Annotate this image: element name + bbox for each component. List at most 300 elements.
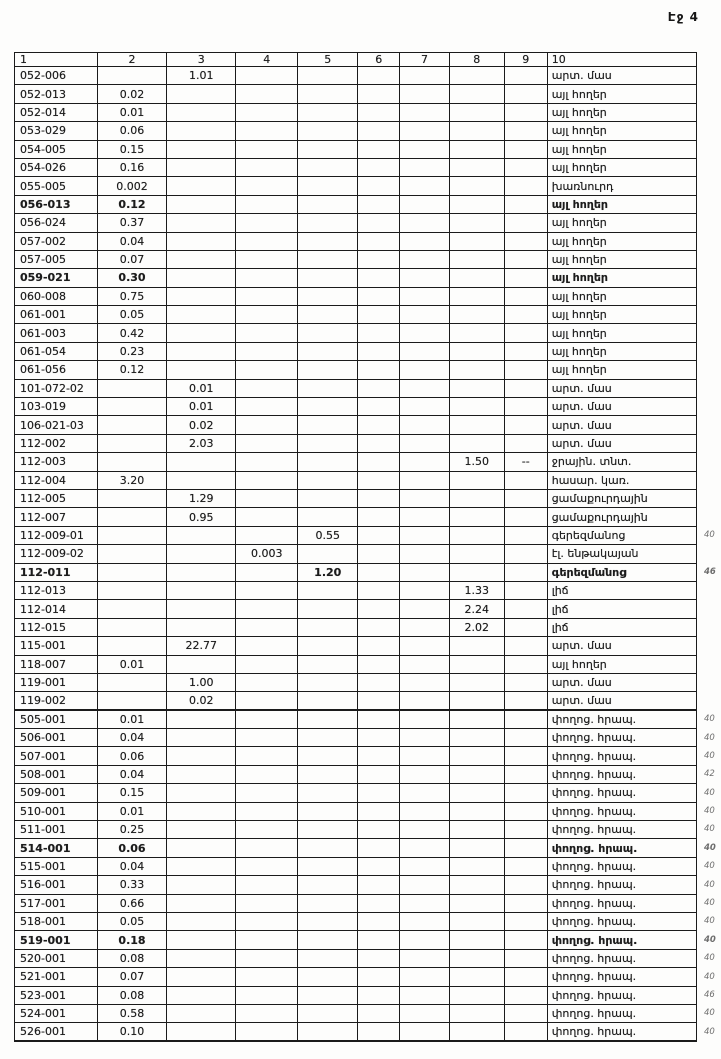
value-cell-col4 (236, 618, 298, 636)
value-cell-col4 (236, 1004, 298, 1022)
parcel-code: 112-014 (15, 600, 98, 618)
cadastral-parcel-table (14, 52, 721, 1042)
value-cell-col5 (298, 379, 358, 397)
value-cell-col6 (358, 949, 400, 967)
value-cell-col4 (236, 508, 298, 526)
land-use-label: փողոց. հրապ. (547, 912, 696, 930)
value-cell-col2: 0.05 (97, 912, 167, 930)
value-cell-col8 (449, 361, 504, 379)
margin-annotation (697, 655, 721, 673)
parcel-code: 505-001 (15, 710, 98, 728)
table-row (15, 968, 721, 986)
value-cell-col3 (167, 122, 236, 140)
value-cell-col7 (400, 618, 450, 636)
value-cell-col8: 1.33 (449, 581, 504, 599)
value-cell-col2: 0.12 (97, 361, 167, 379)
value-cell-col2 (97, 692, 167, 710)
value-cell-col9 (504, 269, 547, 287)
value-cell-col7 (400, 729, 450, 747)
value-cell-col9 (504, 710, 547, 728)
value-cell-col9 (504, 214, 547, 232)
value-cell-col6 (358, 250, 400, 268)
table-row (15, 324, 721, 342)
margin-annotation (697, 85, 721, 103)
value-cell-col4 (236, 306, 298, 324)
value-cell-col3 (167, 214, 236, 232)
value-cell-col6 (358, 673, 400, 691)
value-cell-col3: 0.01 (167, 398, 236, 416)
parcel-code: 511-001 (15, 821, 98, 839)
value-cell-col8: 2.02 (449, 618, 504, 636)
table-row (15, 563, 721, 581)
value-cell-col5 (298, 1023, 358, 1041)
value-cell-col9 (504, 398, 547, 416)
land-use-label: արտ. մաս (547, 379, 696, 397)
value-cell-col6 (358, 324, 400, 342)
value-cell-col5 (298, 158, 358, 176)
parcel-code: 112-013 (15, 581, 98, 599)
value-cell-col2: 0.02 (97, 85, 167, 103)
value-cell-col9 (504, 581, 547, 599)
value-cell-col8 (449, 1004, 504, 1022)
value-cell-col9 (504, 894, 547, 912)
value-cell-col7 (400, 177, 450, 195)
value-cell-col3 (167, 821, 236, 839)
value-cell-col6 (358, 765, 400, 783)
table-row (15, 269, 721, 287)
value-cell-col5 (298, 140, 358, 158)
land-use-label: այլ հողեր (547, 140, 696, 158)
parcel-code: 057-005 (15, 250, 98, 268)
value-cell-col5 (298, 214, 358, 232)
parcel-code: 520-001 (15, 949, 98, 967)
value-cell-col7 (400, 802, 450, 820)
value-cell-col9 (504, 545, 547, 563)
value-cell-col7 (400, 195, 450, 213)
value-cell-col2: 3.20 (97, 471, 167, 489)
margin-annotation: 40 (704, 824, 715, 835)
value-cell-col4 (236, 600, 298, 618)
value-cell-col7 (400, 361, 450, 379)
value-cell-col2: 0.66 (97, 894, 167, 912)
value-cell-col2: 0.33 (97, 876, 167, 894)
value-cell-col7 (400, 398, 450, 416)
value-cell-col4 (236, 747, 298, 765)
value-cell-col3 (167, 729, 236, 747)
value-cell-col2: 0.18 (97, 931, 167, 949)
margin-annotation (697, 195, 721, 213)
value-cell-col6 (358, 876, 400, 894)
value-cell-col4 (236, 839, 298, 857)
value-cell-col3: 22.77 (167, 637, 236, 655)
margin-annotation: 40 (704, 842, 716, 853)
margin-annotation (697, 122, 721, 140)
value-cell-col2: 0.15 (97, 140, 167, 158)
table-row (15, 710, 721, 728)
value-cell-col3 (167, 784, 236, 802)
value-cell-col8 (449, 1023, 504, 1041)
value-cell-col5 (298, 85, 358, 103)
value-cell-col3 (167, 1023, 236, 1041)
value-cell-col6 (358, 618, 400, 636)
parcel-code: 061-003 (15, 324, 98, 342)
parcel-code: 056-013 (15, 195, 98, 213)
land-use-label: արտ. մաս (547, 67, 696, 85)
value-cell-col6 (358, 508, 400, 526)
value-cell-col2 (97, 508, 167, 526)
value-cell-col4 (236, 894, 298, 912)
margin-annotation (697, 581, 721, 599)
value-cell-col7 (400, 324, 450, 342)
land-use-label: փողոց. հրապ. (547, 876, 696, 894)
value-cell-col9 (504, 802, 547, 820)
value-cell-col9 (504, 103, 547, 121)
land-use-label: փողոց. հրապ. (547, 839, 696, 857)
value-cell-col8 (449, 306, 504, 324)
value-cell-col9 (504, 195, 547, 213)
value-cell-col5 (298, 710, 358, 728)
value-cell-col9 (504, 747, 547, 765)
value-cell-col3 (167, 563, 236, 581)
value-cell-col8 (449, 177, 504, 195)
value-cell-col3 (167, 600, 236, 618)
parcel-code: 517-001 (15, 894, 98, 912)
value-cell-col7 (400, 122, 450, 140)
margin-annotation (697, 287, 721, 305)
land-use-label: այլ հողեր (547, 361, 696, 379)
table-row (15, 526, 721, 544)
value-cell-col9 (504, 765, 547, 783)
land-use-label: ցամաքուրդային (547, 508, 696, 526)
value-cell-col9 (504, 122, 547, 140)
value-cell-col3 (167, 269, 236, 287)
land-use-label: արտ. մաս (547, 434, 696, 452)
value-cell-col4 (236, 949, 298, 967)
margin-annotation (697, 692, 721, 710)
value-cell-col6 (358, 821, 400, 839)
value-cell-col8 (449, 912, 504, 930)
value-cell-col3 (167, 453, 236, 471)
value-cell-col9 (504, 949, 547, 967)
table-row (15, 471, 721, 489)
value-cell-col3 (167, 618, 236, 636)
margin-annotation (697, 471, 721, 489)
land-use-label: այլ հողեր (547, 306, 696, 324)
land-use-label: փողոց. հրապ. (547, 729, 696, 747)
value-cell-col5 (298, 931, 358, 949)
margin-annotation: 46 (704, 566, 716, 577)
parcel-code: 112-005 (15, 489, 98, 507)
value-cell-col6 (358, 361, 400, 379)
parcel-code: 054-026 (15, 158, 98, 176)
value-cell-col6 (358, 416, 400, 434)
value-cell-col3: 1.01 (167, 67, 236, 85)
value-cell-col3 (167, 287, 236, 305)
parcel-code: 112-009-01 (15, 526, 98, 544)
table-row (15, 784, 721, 802)
value-cell-col4 (236, 453, 298, 471)
margin-annotation: 40 (704, 732, 715, 743)
margin-annotation: 40 (704, 934, 716, 945)
value-cell-col2 (97, 526, 167, 544)
parcel-code: 101-072-02 (15, 379, 98, 397)
value-cell-col5 (298, 287, 358, 305)
margin-annotation (697, 342, 721, 360)
column-header-7: 7 (400, 53, 450, 67)
table-row (15, 67, 721, 85)
value-cell-col6 (358, 600, 400, 618)
value-cell-col7 (400, 784, 450, 802)
value-cell-col7 (400, 214, 450, 232)
value-cell-col3 (167, 471, 236, 489)
value-cell-col4 (236, 195, 298, 213)
land-use-label: փողոց. հրապ. (547, 1023, 696, 1041)
margin-annotation (697, 618, 721, 636)
value-cell-col2: 0.15 (97, 784, 167, 802)
value-cell-col8 (449, 637, 504, 655)
value-cell-col9 (504, 508, 547, 526)
value-cell-col2: 0.10 (97, 1023, 167, 1041)
value-cell-col5 (298, 986, 358, 1004)
parcel-code: 059-021 (15, 269, 98, 287)
value-cell-col8 (449, 471, 504, 489)
land-use-label: այլ հողեր (547, 122, 696, 140)
value-cell-col9 (504, 526, 547, 544)
value-cell-col7 (400, 545, 450, 563)
value-cell-col2: 0.04 (97, 765, 167, 783)
value-cell-col3 (167, 342, 236, 360)
value-cell-col5 (298, 250, 358, 268)
margin-annotation: 40 (704, 1026, 715, 1037)
value-cell-col8: 2.24 (449, 600, 504, 618)
value-cell-col2: 0.37 (97, 214, 167, 232)
margin-annotation (697, 434, 721, 452)
value-cell-col2: 0.30 (97, 269, 167, 287)
value-cell-col5 (298, 269, 358, 287)
parcel-code: 106-021-03 (15, 416, 98, 434)
value-cell-col5 (298, 232, 358, 250)
value-cell-col4 (236, 324, 298, 342)
land-use-label: փողոց. հրապ. (547, 802, 696, 820)
value-cell-col3: 2.03 (167, 434, 236, 452)
value-cell-col4 (236, 802, 298, 820)
value-cell-col9 (504, 1023, 547, 1041)
value-cell-col6 (358, 177, 400, 195)
value-cell-col3 (167, 1004, 236, 1022)
value-cell-col4 (236, 398, 298, 416)
land-use-label: փողոց. հրապ. (547, 931, 696, 949)
parcel-code: 509-001 (15, 784, 98, 802)
value-cell-col8 (449, 655, 504, 673)
value-cell-col5 (298, 103, 358, 121)
margin-annotation: 40 (704, 861, 715, 872)
value-cell-col2: 0.002 (97, 177, 167, 195)
margin-annotation (697, 140, 721, 158)
value-cell-col9 (504, 563, 547, 581)
value-cell-col6 (358, 986, 400, 1004)
value-cell-col8 (449, 765, 504, 783)
value-cell-col5 (298, 876, 358, 894)
table-row (15, 177, 721, 195)
column-header-6: 6 (358, 53, 400, 67)
value-cell-col7 (400, 158, 450, 176)
value-cell-col3: 0.02 (167, 692, 236, 710)
value-cell-col5 (298, 508, 358, 526)
value-cell-col7 (400, 673, 450, 691)
value-cell-col8 (449, 416, 504, 434)
margin-annotation: 46 (704, 989, 715, 1000)
value-cell-col5 (298, 747, 358, 765)
value-cell-col3 (167, 581, 236, 599)
value-cell-col3 (167, 968, 236, 986)
value-cell-col5 (298, 637, 358, 655)
value-cell-col7 (400, 876, 450, 894)
value-cell-col5 (298, 453, 358, 471)
value-cell-col9 (504, 912, 547, 930)
value-cell-col4 (236, 232, 298, 250)
value-cell-col7 (400, 379, 450, 397)
parcel-code: 119-002 (15, 692, 98, 710)
land-use-label: այլ հողեր (547, 287, 696, 305)
column-header-4: 4 (236, 53, 298, 67)
table-header-row (15, 53, 721, 67)
land-use-label: այլ հողեր (547, 103, 696, 121)
value-cell-col6 (358, 710, 400, 728)
value-cell-col3: 0.02 (167, 416, 236, 434)
value-cell-col6 (358, 122, 400, 140)
value-cell-col9 (504, 784, 547, 802)
value-cell-col6 (358, 85, 400, 103)
table-row (15, 306, 721, 324)
value-cell-col6 (358, 398, 400, 416)
value-cell-col9 (504, 600, 547, 618)
table-row (15, 398, 721, 416)
value-cell-col6 (358, 1023, 400, 1041)
value-cell-col6 (358, 214, 400, 232)
value-cell-col7 (400, 140, 450, 158)
value-cell-col2: 0.01 (97, 710, 167, 728)
value-cell-col4 (236, 986, 298, 1004)
column-header-8: 8 (449, 53, 504, 67)
value-cell-col3 (167, 195, 236, 213)
value-cell-col2 (97, 416, 167, 434)
value-cell-col9 (504, 416, 547, 434)
value-cell-col7 (400, 949, 450, 967)
value-cell-col9 (504, 67, 547, 85)
value-cell-col4 (236, 122, 298, 140)
value-cell-col7 (400, 1004, 450, 1022)
table-row (15, 931, 721, 949)
value-cell-col9 (504, 287, 547, 305)
land-use-label: այլ հողեր (547, 342, 696, 360)
value-cell-col5 (298, 968, 358, 986)
margin-annotation: 40 (704, 714, 715, 725)
land-use-label: այլ հողեր (547, 232, 696, 250)
value-cell-col8 (449, 802, 504, 820)
value-cell-col4 (236, 765, 298, 783)
table-row (15, 600, 721, 618)
table-row (15, 453, 721, 471)
value-cell-col9 (504, 489, 547, 507)
value-cell-col3 (167, 876, 236, 894)
margin-annotation: 40 (704, 750, 715, 761)
parcel-code: 112-011 (15, 563, 98, 581)
table-row (15, 1004, 721, 1022)
land-use-label: փողոց. հրապ. (547, 747, 696, 765)
margin-annotation (697, 306, 721, 324)
table-row (15, 618, 721, 636)
value-cell-col5 (298, 398, 358, 416)
value-cell-col6 (358, 489, 400, 507)
value-cell-col5 (298, 673, 358, 691)
margin-annotation: 40 (704, 879, 715, 890)
value-cell-col3 (167, 250, 236, 268)
value-cell-col4 (236, 140, 298, 158)
value-cell-col8 (449, 673, 504, 691)
value-cell-col5 (298, 67, 358, 85)
value-cell-col7 (400, 471, 450, 489)
value-cell-col8 (449, 692, 504, 710)
value-cell-col6 (358, 379, 400, 397)
margin-annotation (697, 600, 721, 618)
value-cell-col5 (298, 471, 358, 489)
value-cell-col6 (358, 729, 400, 747)
value-cell-col2: 0.07 (97, 250, 167, 268)
value-cell-col4 (236, 471, 298, 489)
table-row (15, 545, 721, 563)
value-cell-col6 (358, 526, 400, 544)
value-cell-col2: 0.42 (97, 324, 167, 342)
parcel-code: 052-014 (15, 103, 98, 121)
value-cell-col8 (449, 508, 504, 526)
parcel-code: 112-003 (15, 453, 98, 471)
value-cell-col5 (298, 600, 358, 618)
column-header-9: 9 (504, 53, 547, 67)
parcel-code: 053-029 (15, 122, 98, 140)
value-cell-col3: 0.01 (167, 379, 236, 397)
value-cell-col8 (449, 857, 504, 875)
value-cell-col8 (449, 232, 504, 250)
value-cell-col8 (449, 563, 504, 581)
value-cell-col5 (298, 912, 358, 930)
table-row (15, 214, 721, 232)
land-use-label: արտ. մաս (547, 692, 696, 710)
value-cell-col6 (358, 839, 400, 857)
value-cell-col6 (358, 269, 400, 287)
value-cell-col9 (504, 729, 547, 747)
parcel-code: 524-001 (15, 1004, 98, 1022)
value-cell-col4 (236, 912, 298, 930)
table-row (15, 195, 721, 213)
value-cell-col9 (504, 306, 547, 324)
value-cell-col5 (298, 195, 358, 213)
table-row (15, 508, 721, 526)
value-cell-col8 (449, 140, 504, 158)
value-cell-col3 (167, 103, 236, 121)
value-cell-col8 (449, 342, 504, 360)
value-cell-col9 (504, 342, 547, 360)
value-cell-col2 (97, 581, 167, 599)
value-cell-col6 (358, 747, 400, 765)
column-header-5: 5 (298, 53, 358, 67)
margin-annotation: 40 (704, 530, 715, 541)
land-use-label: լիճ (547, 581, 696, 599)
value-cell-col2: 0.06 (97, 839, 167, 857)
value-cell-col4 (236, 269, 298, 287)
land-use-label: հասար. կառ. (547, 471, 696, 489)
value-cell-col9 (504, 986, 547, 1004)
value-cell-col5 (298, 729, 358, 747)
